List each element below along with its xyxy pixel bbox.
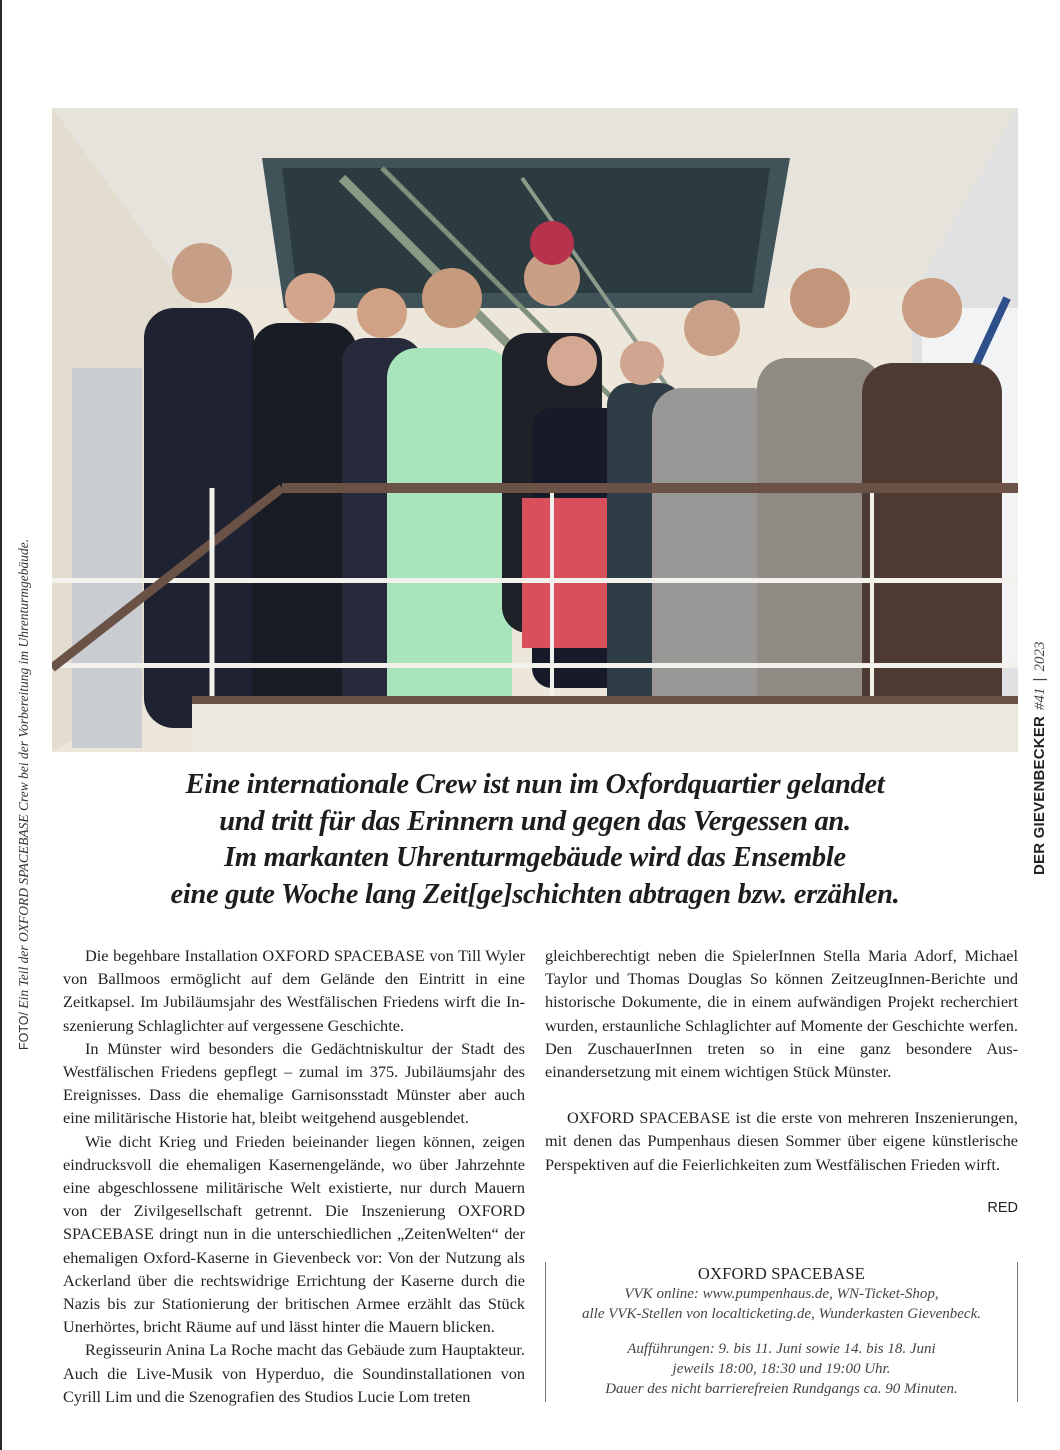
article-paragraph: Regisseurin Anina La Roche macht das Gebäude zum Hauptakteur. Auch die Live-Musik von Hyperduo, die Soundinstallationen von Cyrill Lim und die Szenografien des Studios Lucie Lom treten [63,1340,525,1406]
article-paragraph: OXFORD SPACEBASE ist die erste von mehreren Inszenierungen, mit denen das Pumpenhaus diesen Sommer über eigene künstlerische Perspektiven auf die Feierlichkeiten zum Westfälischen Frieden wirft. [545,1108,1018,1174]
article-paragraph: gleichberechtigt neben die SpielerInnen Stella Maria Adorf, Michael Taylor und Thomas Douglas So können ZeitzeugInnen-Berichte und historische Dokumente, die in einem aufwändigen Projekt recherchiert wurden, erstaunliche Schlaglichter auf Momente der Geschichte werfen. Den ZuschauerInnen treten so in eine ganz besondere Auseinandersetzung mit einem wichtigen Stück Münster. [545,946,1018,1082]
lead-line: Im markanten Uhrenturmgebäude wird das Ensemble [224,842,846,873]
event-title: OXFORD SPACEBASE [697,1264,866,1283]
photo-credit-text: Ein Teil der OXFORD SPACEBASE Crew bei der Vorbereitung im Uhrenturmgebäude. [16,538,31,1009]
photo-credit [16,539,32,1050]
article-paragraph: In Münster wird besonders die Gedächtniskultur der Stadt des Westfälischen Friedens gepflegt – zumal im 375. Jubiläumsjahr des Ereignisses. Dass die ehemalige Garnisonsstadt Münster aber auch eine militärische Historie hat, bleibt weitgehend ausgeblendet. [63,1038,525,1128]
issue-separator: | [1031,677,1048,682]
performance-times: jeweils 18:00, 18:30 und 19:00 Uhr. [672,1361,891,1377]
ticket-info-line: alle VVK-Stellen von localticketing.de, Wunderkasten Gievenbeck. [581,1306,982,1322]
group-photo [52,108,1018,752]
article-column-left [63,944,525,1408]
article-column-right [545,944,1018,1176]
magazine-name: DER GIEVENBECKER [1031,715,1048,875]
author-signature: RED [987,1200,1018,1216]
lead-line: eine gute Woche lang Zeit[ge]schichten abtragen bzw. erzählen. [170,878,900,910]
lead-text [90,767,980,913]
ticket-info-line: VVK online: www.pumpenhaus.de, WN-Ticket-Shop, [624,1286,939,1302]
tour-duration: Dauer des nicht barrierefreien Rundgangs ca. 90 Minuten. [605,1381,958,1397]
article-paragraph: Wie dicht Krieg und Frieden beieinander liegen können, zeigen eindrucksvoll die ehemaligen Kasernengelände, wo über Jahrzehnte eine abgeschlossene militärische Welt existierte, nur durch Mauern von der Zivilgesellschaft getrennt. Die Inszenierung OXFORD SPACEBASE dringt nun in die unterschiedlichen „ZeitenWelten“ der ehemaligen Oxford-Kaserne in Gievenbeck vor: Von der Nutzung als Ackerland über die rechtswidrige Errichtung der Kaserne durch die Nazis bis zur Stationierung der britischen Armee erzählt das Stück Unerhörtes, bricht Räume auf und lässt hinter die Mauern blicken. [63,1131,525,1337]
page-edge [0,0,2,1450]
lead-line: und tritt für das Erinnern und gegen das Vergessen an. [219,805,851,837]
performance-dates: Aufführungen: 9. bis 11. Juni sowie 14. bis 18. Juni [627,1341,936,1357]
issue-number: #41 [1032,687,1048,710]
article-paragraph: Die begehbare Installation OXFORD SPACEBASE von Till Wyler von Ballmoos ermöglicht auf dem Gelände den Eintritt in eine Zeitkapsel. Im Jubiläumsjahr des Westfälischen Friedens wirft die Inszenierung Schlaglichter auf vergessene Geschichte. [63,946,525,1035]
issue-label [1031,642,1049,875]
lead-line: Eine internationale Crew ist nun im Oxfordquartier gelandet [185,769,885,800]
group-photo-illustration [52,108,1018,752]
issue-year: 2023 [1032,641,1048,672]
event-info-box [545,1262,1018,1402]
photo-credit-label: FOTO/ [17,1012,31,1050]
spacer [546,1324,1017,1339]
railing-top [282,483,1018,493]
